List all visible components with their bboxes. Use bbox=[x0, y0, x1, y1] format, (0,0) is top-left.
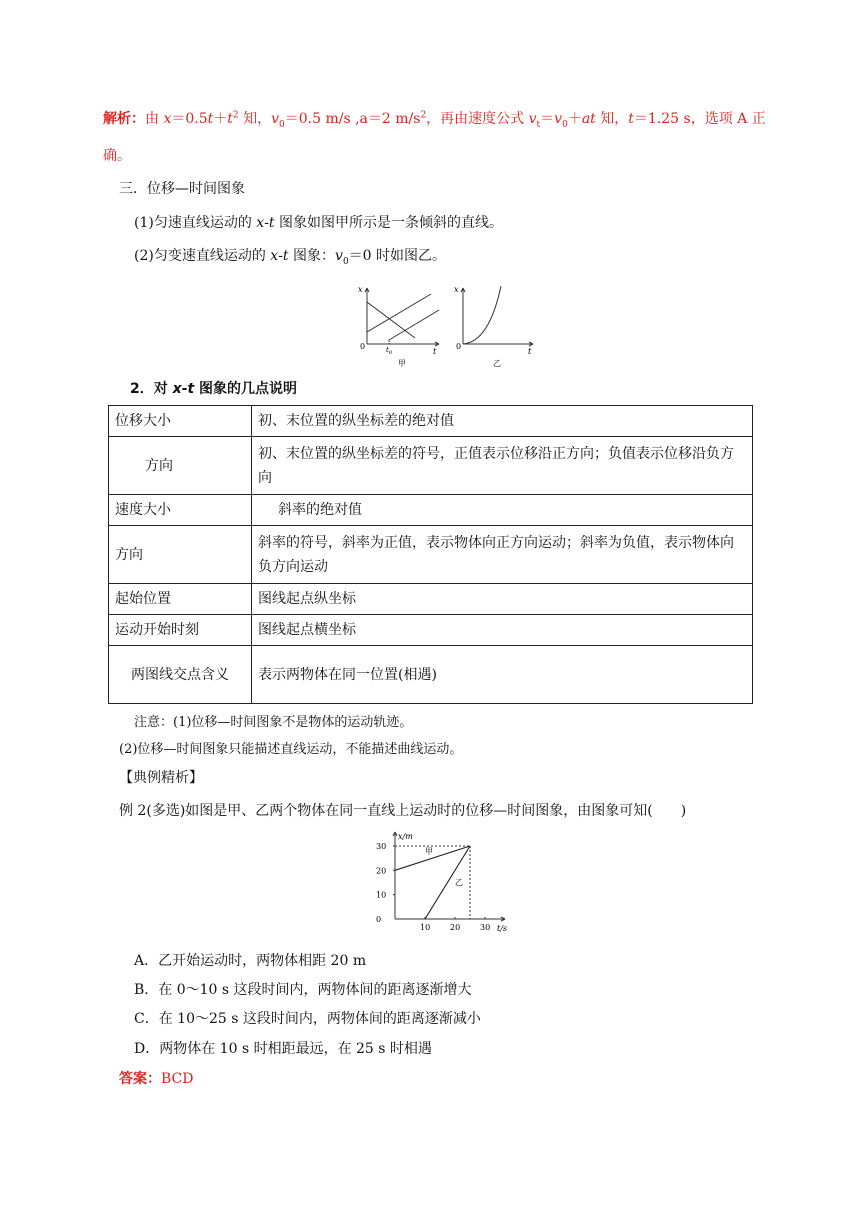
section-3-para-1 bbox=[134, 212, 503, 232]
section-3-para-2 bbox=[134, 245, 446, 265]
table-row bbox=[109, 615, 753, 646]
title-text: 2．对 bbox=[130, 381, 173, 397]
fig1-t-label: t bbox=[433, 347, 437, 356]
table-value: 初、末位置的纵坐标差的符号，正值表示位移沿正方向；负值表示位移沿负方向 bbox=[252, 437, 753, 495]
exponent: 2 bbox=[232, 110, 239, 121]
note-1: 注意：(1)位移—时间图象不是物体的运动轨迹。 bbox=[134, 715, 413, 730]
table-key: 起始位置 bbox=[109, 584, 252, 615]
option-a: A．乙开始运动时，两物体相距 20 m bbox=[134, 953, 367, 969]
table-value: 初、末位置的纵坐标差的绝对值 bbox=[252, 406, 753, 437]
option-c: C．在 10～25 s 这段时间内，两物体间的距离逐渐减小 bbox=[134, 1011, 481, 1027]
chart-y-tick-label: 30 bbox=[376, 842, 387, 851]
analysis-text: ，再由速度公式 bbox=[426, 111, 529, 127]
analysis-text: ＋ bbox=[213, 111, 228, 127]
analysis-label: 解析： bbox=[103, 111, 145, 127]
analysis-text: ＝ bbox=[540, 111, 555, 127]
var-t: t bbox=[628, 111, 634, 127]
table-row bbox=[109, 646, 753, 704]
example-question: 例 2(多选)如图是甲、乙两个物体在同一直线上运动时的位移—时间图象，由图象可知( ) bbox=[119, 803, 687, 819]
var-t: t bbox=[227, 111, 233, 127]
chart-x-label: t/s bbox=[497, 924, 508, 933]
table-value: 图线起点横坐标 bbox=[252, 615, 753, 646]
table-row bbox=[109, 584, 753, 615]
fig1-caption-yi: 乙 bbox=[493, 359, 501, 368]
example-heading: 【典例精析】 bbox=[119, 770, 203, 786]
subscript: 0 bbox=[279, 119, 285, 130]
var-t: t bbox=[268, 215, 275, 231]
note-2: (2)位移—时间图象只能描述直线运动，不能描述曲线运动。 bbox=[119, 742, 463, 757]
chart-y-tick-label: 10 bbox=[376, 890, 387, 900]
analysis-text: ＋ bbox=[567, 111, 582, 127]
option-b: B．在 0～10 s 这段时间内，两物体间的距离逐渐增大 bbox=[134, 982, 472, 998]
para-text: - bbox=[264, 215, 269, 231]
analysis-text: 知， bbox=[595, 111, 629, 127]
analysis-text: ＝0.5 m/s ,a＝2 m/s bbox=[284, 111, 421, 127]
para-text: 图象： bbox=[288, 248, 336, 264]
table-key: 位移大小 bbox=[109, 406, 252, 437]
fig1-origin-yi: 0 bbox=[456, 342, 462, 351]
analysis-text: ＝0.5 bbox=[171, 111, 208, 127]
title-text: 图象的几点说明 bbox=[194, 381, 298, 397]
answer-label: 答案： bbox=[119, 1071, 161, 1087]
subscript: 0 bbox=[562, 119, 568, 130]
var-v: v bbox=[554, 111, 563, 127]
table-row bbox=[109, 495, 753, 526]
subscript: t bbox=[536, 119, 541, 130]
var-v: v bbox=[528, 111, 537, 127]
chart-x-tick-label: 20 bbox=[450, 923, 461, 932]
analysis-text: 由 bbox=[145, 111, 164, 127]
var-v: v bbox=[335, 248, 343, 264]
chart-y-tick-label: 0 bbox=[376, 915, 382, 924]
title-text: - bbox=[181, 381, 188, 397]
para-text: ＝0 时如图乙。 bbox=[348, 248, 447, 264]
table-value: 表示两物体在同一位置(相遇) bbox=[252, 646, 753, 704]
chart-y-label: x/m bbox=[398, 832, 413, 841]
var-x: x bbox=[270, 248, 279, 264]
analysis-text: 知， bbox=[238, 111, 272, 127]
var-x: x bbox=[256, 215, 265, 231]
table-row bbox=[109, 437, 753, 495]
fig1-x-label-yi: x bbox=[454, 285, 459, 294]
chart-x-tick-label: 10 bbox=[420, 923, 431, 932]
para-text: (1)匀速直线运动的 bbox=[134, 215, 257, 231]
analysis-text: ＝1.25 s，选项 A 正 bbox=[633, 111, 766, 127]
option-d: D．两物体在 10 s 时相距最远，在 25 s 时相遇 bbox=[134, 1041, 432, 1057]
var-v: v bbox=[271, 111, 280, 127]
parabola-curve bbox=[463, 286, 501, 344]
chart-series-label: 甲 bbox=[425, 847, 433, 857]
chart-series-label: 乙 bbox=[455, 877, 463, 887]
fig1-caption-jia: 甲 bbox=[398, 359, 406, 368]
fig1-t0: $t_0$ bbox=[386, 346, 393, 356]
xt-graph-explanation-table bbox=[108, 405, 753, 704]
para-text: 图象如图甲所示是一条倾斜的直线。 bbox=[274, 215, 504, 231]
para-text: (2)匀变速直线运动的 bbox=[134, 248, 271, 264]
para-text: - bbox=[278, 248, 283, 264]
table-value: 图线起点纵坐标 bbox=[252, 584, 753, 615]
graph-yi bbox=[461, 286, 533, 346]
chart-y-tick-label: 20 bbox=[376, 866, 387, 876]
answer-value: BCD bbox=[161, 1071, 194, 1087]
var-x: x bbox=[163, 111, 172, 127]
table-key: 方向 bbox=[109, 437, 252, 495]
var-x: x bbox=[172, 381, 182, 397]
chart-series-line bbox=[425, 846, 470, 919]
var-t: t bbox=[207, 111, 214, 127]
fig1-x-label: x bbox=[358, 285, 363, 294]
table-key: 方向 bbox=[109, 526, 252, 584]
analysis-line-2: 确。 bbox=[103, 148, 131, 164]
table-key: 速度大小 bbox=[109, 495, 252, 526]
example-xt-chart bbox=[365, 826, 517, 938]
chart-x-tick-label: 30 bbox=[480, 923, 491, 932]
fig1-origin-jia: 0 bbox=[360, 342, 366, 351]
section-2-title bbox=[130, 378, 297, 398]
table-value: 斜率的符号，斜率为正值，表示物体向正方向运动；斜率为负值，表示物体向负方向运动 bbox=[252, 526, 753, 584]
var-t: t bbox=[187, 381, 195, 397]
subscript: 0 bbox=[342, 256, 349, 267]
answer-line bbox=[119, 1068, 193, 1088]
table-row bbox=[109, 406, 753, 437]
figure-xt-graphs bbox=[349, 282, 541, 370]
table-row bbox=[109, 526, 753, 584]
table-value: 斜率的绝对值 bbox=[252, 495, 753, 526]
fig1-t-label-yi: t bbox=[528, 347, 532, 356]
var-at: at bbox=[581, 111, 596, 127]
var-t: t bbox=[282, 248, 289, 264]
graph-jia bbox=[365, 288, 439, 346]
exponent: 2 bbox=[420, 110, 427, 121]
table-key: 两图线交点含义 bbox=[109, 646, 252, 704]
table-key: 运动开始时刻 bbox=[109, 615, 252, 646]
analysis-line-1 bbox=[103, 108, 766, 128]
section-3-title: 三．位移—时间图象 bbox=[119, 181, 245, 197]
